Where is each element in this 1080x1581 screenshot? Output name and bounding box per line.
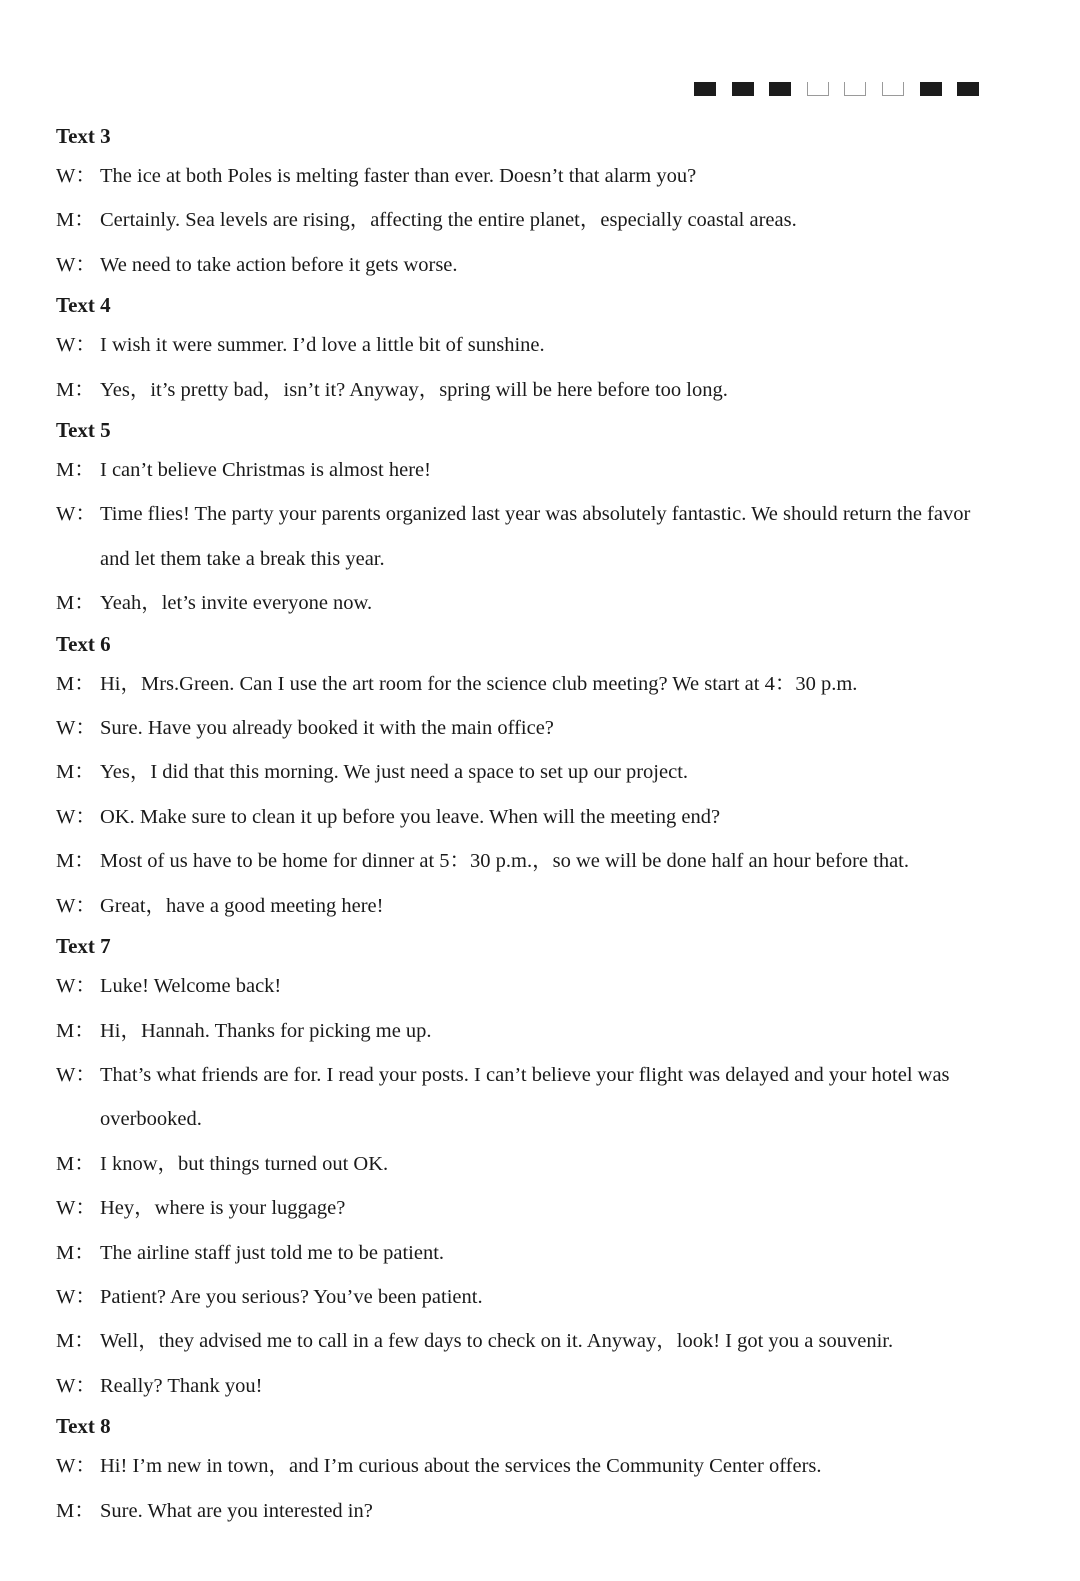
utterance: I wish it were summer. I’d love a little bit of sunshine. — [100, 334, 545, 357]
utterance: OK. Make sure to clean it up before you leave. When will the meeting end? — [100, 805, 721, 828]
dialogue-line — [56, 1009, 996, 1053]
utterance: Hi，Mrs.Green. Can I use the art room for the science club meeting? We start at 4：30 p.m. — [100, 672, 858, 695]
speaker: M： — [56, 1152, 95, 1175]
speaker: M： — [56, 459, 95, 482]
utterance: Really? Thank you! — [100, 1374, 263, 1397]
utterance: Well，they advised me to call in a few days to check on it. Anyway，look! I got you a souvenir. — [100, 1330, 894, 1353]
section-title: Text 4 — [56, 293, 111, 318]
utterance: Time flies! The party your parents organized last year was absolutely fantastic. We should return the favor and let them take a break this year. — [100, 503, 971, 570]
utterance: We need to take action before it gets worse. — [100, 253, 458, 276]
utterance: The airline staff just told me to be patient. — [100, 1241, 445, 1264]
section-text-6 — [56, 626, 996, 928]
header-mark — [882, 82, 904, 96]
header-marks — [694, 82, 995, 96]
speaker: W： — [56, 1197, 96, 1220]
dialogue-line — [56, 1231, 996, 1275]
dialogue-line — [56, 884, 996, 928]
dialogue-line — [56, 1053, 996, 1142]
section-title: Text 5 — [56, 418, 111, 443]
dialogue-line — [56, 154, 996, 198]
header-mark — [807, 82, 829, 96]
dialogue-line — [56, 1489, 996, 1533]
speaker: M： — [56, 672, 95, 695]
section-text-4 — [56, 287, 996, 412]
dialogue-line — [56, 492, 996, 581]
utterance: Patient? Are you serious? You’ve been patient. — [100, 1285, 483, 1308]
section-text-8 — [56, 1408, 996, 1533]
speaker: M： — [56, 592, 95, 615]
dialogue-line — [56, 839, 996, 883]
speaker: W： — [56, 1455, 96, 1478]
speaker: M： — [56, 378, 95, 401]
dialogue-line — [56, 662, 996, 706]
dialogue-line — [56, 1444, 996, 1488]
speaker: M： — [56, 1499, 95, 1522]
speaker: W： — [56, 165, 96, 187]
dialogue-line — [56, 368, 996, 412]
speaker: W： — [56, 717, 96, 740]
header-mark — [769, 82, 791, 96]
speaker: M： — [56, 1241, 95, 1264]
dialogue-line — [56, 706, 996, 750]
dialogue-line — [56, 1364, 996, 1408]
dialogue-line — [56, 243, 996, 287]
header-mark — [732, 82, 754, 96]
utterance: Sure. Have you already booked it with the main office? — [100, 717, 554, 740]
utterance: That’s what friends are for. I read your posts. I can’t believe your flight was delayed and your hotel was overbooked. — [100, 1063, 950, 1131]
header-mark — [694, 82, 716, 96]
section-text-5 — [56, 412, 996, 626]
speaker: W： — [56, 894, 96, 917]
speaker: M： — [56, 1330, 95, 1353]
section-title: Text 3 — [56, 124, 111, 148]
utterance: Sure. What are you interested in? — [100, 1499, 373, 1522]
utterance: Yes，it’s pretty bad，isn’t it? Anyway，spring will be here before too long. — [100, 378, 728, 401]
dialogue-line — [56, 1142, 996, 1186]
dialogue-line — [56, 323, 996, 367]
section-text-7 — [56, 928, 996, 1408]
utterance: The ice at both Poles is melting faster than ever. Doesn’t that alarm you? — [100, 165, 697, 187]
dialogue-line — [56, 1275, 996, 1319]
speaker: M： — [56, 209, 95, 232]
utterance: I can’t believe Christmas is almost here! — [100, 459, 431, 482]
dialogue-line — [56, 795, 996, 839]
utterance: Certainly. Sea levels are rising，affecting the entire planet，especially coastal areas. — [100, 209, 797, 232]
speaker: M： — [56, 1019, 95, 1042]
utterance: Great，have a good meeting here! — [100, 894, 384, 917]
header-mark — [844, 82, 866, 96]
speaker: W： — [56, 253, 96, 276]
speaker: M： — [56, 850, 95, 873]
speaker: W： — [56, 805, 96, 828]
section-title: Text 7 — [56, 934, 111, 959]
utterance: I know，but things turned out OK. — [100, 1152, 389, 1175]
utterance: Hi! I’m new in town，and I’m curious about the services the Community Center offers. — [100, 1455, 822, 1478]
speaker: W： — [56, 503, 96, 526]
section-title: Text 6 — [56, 631, 111, 656]
speaker: W： — [56, 334, 96, 357]
utterance: Hey，where is your luggage? — [100, 1197, 346, 1220]
speaker: W： — [56, 1063, 96, 1086]
dialogue-line — [56, 198, 996, 242]
header-mark — [920, 82, 942, 96]
utterance: Most of us have to be home for dinner at 5：30 p.m.，so we will be done half an hour before that. — [100, 850, 909, 873]
section-title: Text 8 — [56, 1414, 111, 1439]
header-mark — [957, 82, 979, 96]
utterance: Yes，I did that this morning. We just need a space to set up our project. — [100, 761, 689, 784]
utterance: Luke! Welcome back! — [100, 975, 282, 998]
utterance: Yeah，let’s invite everyone now. — [100, 592, 373, 615]
speaker: W： — [56, 1285, 96, 1308]
utterance: Hi，Hannah. Thanks for picking me up. — [100, 1019, 432, 1042]
speaker: M： — [56, 761, 95, 784]
dialogue-line — [56, 581, 996, 625]
section-text-3 — [56, 118, 996, 287]
dialogue-line — [56, 1186, 996, 1230]
dialogue-line — [56, 964, 996, 1008]
dialogue-line — [56, 1319, 996, 1363]
speaker: W： — [56, 1374, 96, 1397]
speaker: W： — [56, 975, 96, 998]
transcript — [56, 118, 996, 1533]
dialogue-line — [56, 750, 996, 794]
dialogue-line — [56, 448, 996, 492]
